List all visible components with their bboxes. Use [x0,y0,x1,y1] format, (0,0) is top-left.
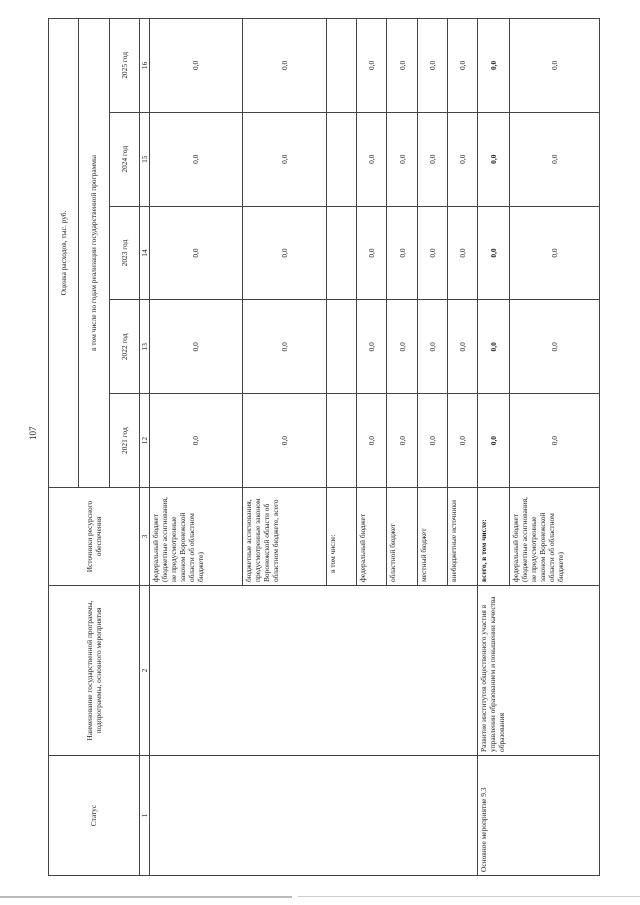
name-cell [149,586,477,756]
bottom-scan-line [0,896,640,898]
header-source: Источники ресурсного обеспечения [49,488,140,586]
scan-line-segment [0,896,292,898]
header-year-2022: 2022 год [109,300,139,394]
value-cell: 0,0 [242,394,326,488]
value-cell: 0,0 [448,206,478,300]
column-number: 12 [139,394,149,488]
value-cell: 0,0 [242,112,326,206]
column-number: 16 [139,19,149,113]
value-cell: 0,0 [478,206,510,300]
column-number: 3 [139,488,149,586]
value-cell: 0,0 [387,19,417,113]
header-estimate: Оценка расходов, тыс. руб. [49,19,79,488]
source-cell: федеральный бюджет (бюджетные ассигнования, не предусмотренные законом Воронежской области об областном бюджете) [149,488,242,586]
header-year-2024: 2024 год [109,112,139,206]
header-by-years: в том числе по годам реализации государственной программы [79,19,109,488]
value-cell: 0,0 [242,300,326,394]
source-cell: областной бюджет [387,488,417,586]
value-cell: 0,0 [387,206,417,300]
measure-name-cell: Развитие институтов общественного участия в управлении образованием и повышении качества образования [478,586,600,756]
value-cell: 0,0 [149,19,242,113]
column-number: 15 [139,112,149,206]
source-cell: в том числе: [326,488,356,586]
value-cell: 0,0 [387,394,417,488]
measure-status-cell: Основное мероприятие 9.3 [478,756,600,876]
table-row [149,19,242,876]
value-cell: 0,0 [242,19,326,113]
value-cell: 0,0 [417,394,447,488]
value-cell: 0,0 [149,394,242,488]
source-cell: бюджетные ассигнования, предусмотренные законом Воронежской области об областном бюджете, всего [242,488,326,586]
value-cell: 0,0 [448,112,478,206]
scan-line-segment [298,896,640,897]
column-number-row [139,19,149,876]
value-cell: 0,0 [357,300,387,394]
value-cell: 0,0 [357,394,387,488]
value-cell: 0,0 [357,19,387,113]
value-cell: 0,0 [387,300,417,394]
value-cell: 0,0 [510,112,600,206]
value-cell: 0,0 [478,19,510,113]
column-number: 14 [139,206,149,300]
value-cell: 0,0 [417,206,447,300]
column-number: 2 [139,586,149,756]
column-number: 13 [139,300,149,394]
page-number: 107 [28,426,38,440]
header-status: Статус [49,756,140,876]
value-cell [326,112,356,206]
value-cell: 0,0 [510,300,600,394]
value-cell: 0,0 [417,19,447,113]
header-year-2023: 2023 год [109,206,139,300]
value-cell: 0,0 [510,19,600,113]
table-row [478,19,510,876]
value-cell: 0,0 [478,300,510,394]
value-cell: 0,0 [149,206,242,300]
value-cell [326,394,356,488]
value-cell: 0,0 [510,394,600,488]
value-cell: 0,0 [478,112,510,206]
value-cell: 0,0 [417,300,447,394]
value-cell: 0,0 [242,206,326,300]
source-cell: всего, в том числе: [478,488,510,586]
source-cell: внебюджетные источники [448,488,478,586]
value-cell: 0,0 [510,206,600,300]
value-cell: 0,0 [149,112,242,206]
source-cell: федеральный бюджет (бюджетные ассигнования, не предусмотренные законом Воронежской области об областном бюджете) [510,488,600,586]
value-cell: 0,0 [417,112,447,206]
value-cell: 0,0 [387,112,417,206]
source-cell: федеральный бюджет [357,488,387,586]
header-name: Наименование государственной программы, подпрограммы, основного мероприятия [49,586,140,756]
value-cell: 0,0 [448,300,478,394]
header-year-2021: 2021 год [109,394,139,488]
header-year-2025: 2025 год [109,19,139,113]
budget-table-sheet [48,18,600,876]
value-cell: 0,0 [357,112,387,206]
value-cell [326,206,356,300]
value-cell: 0,0 [149,300,242,394]
value-cell [326,19,356,113]
source-cell: местный бюджет [417,488,447,586]
value-cell [326,300,356,394]
value-cell: 0,0 [478,394,510,488]
column-number: 1 [139,756,149,876]
status-cell [149,756,477,876]
value-cell: 0,0 [357,206,387,300]
value-cell: 0,0 [448,394,478,488]
value-cell: 0,0 [448,19,478,113]
budget-table [48,18,600,876]
